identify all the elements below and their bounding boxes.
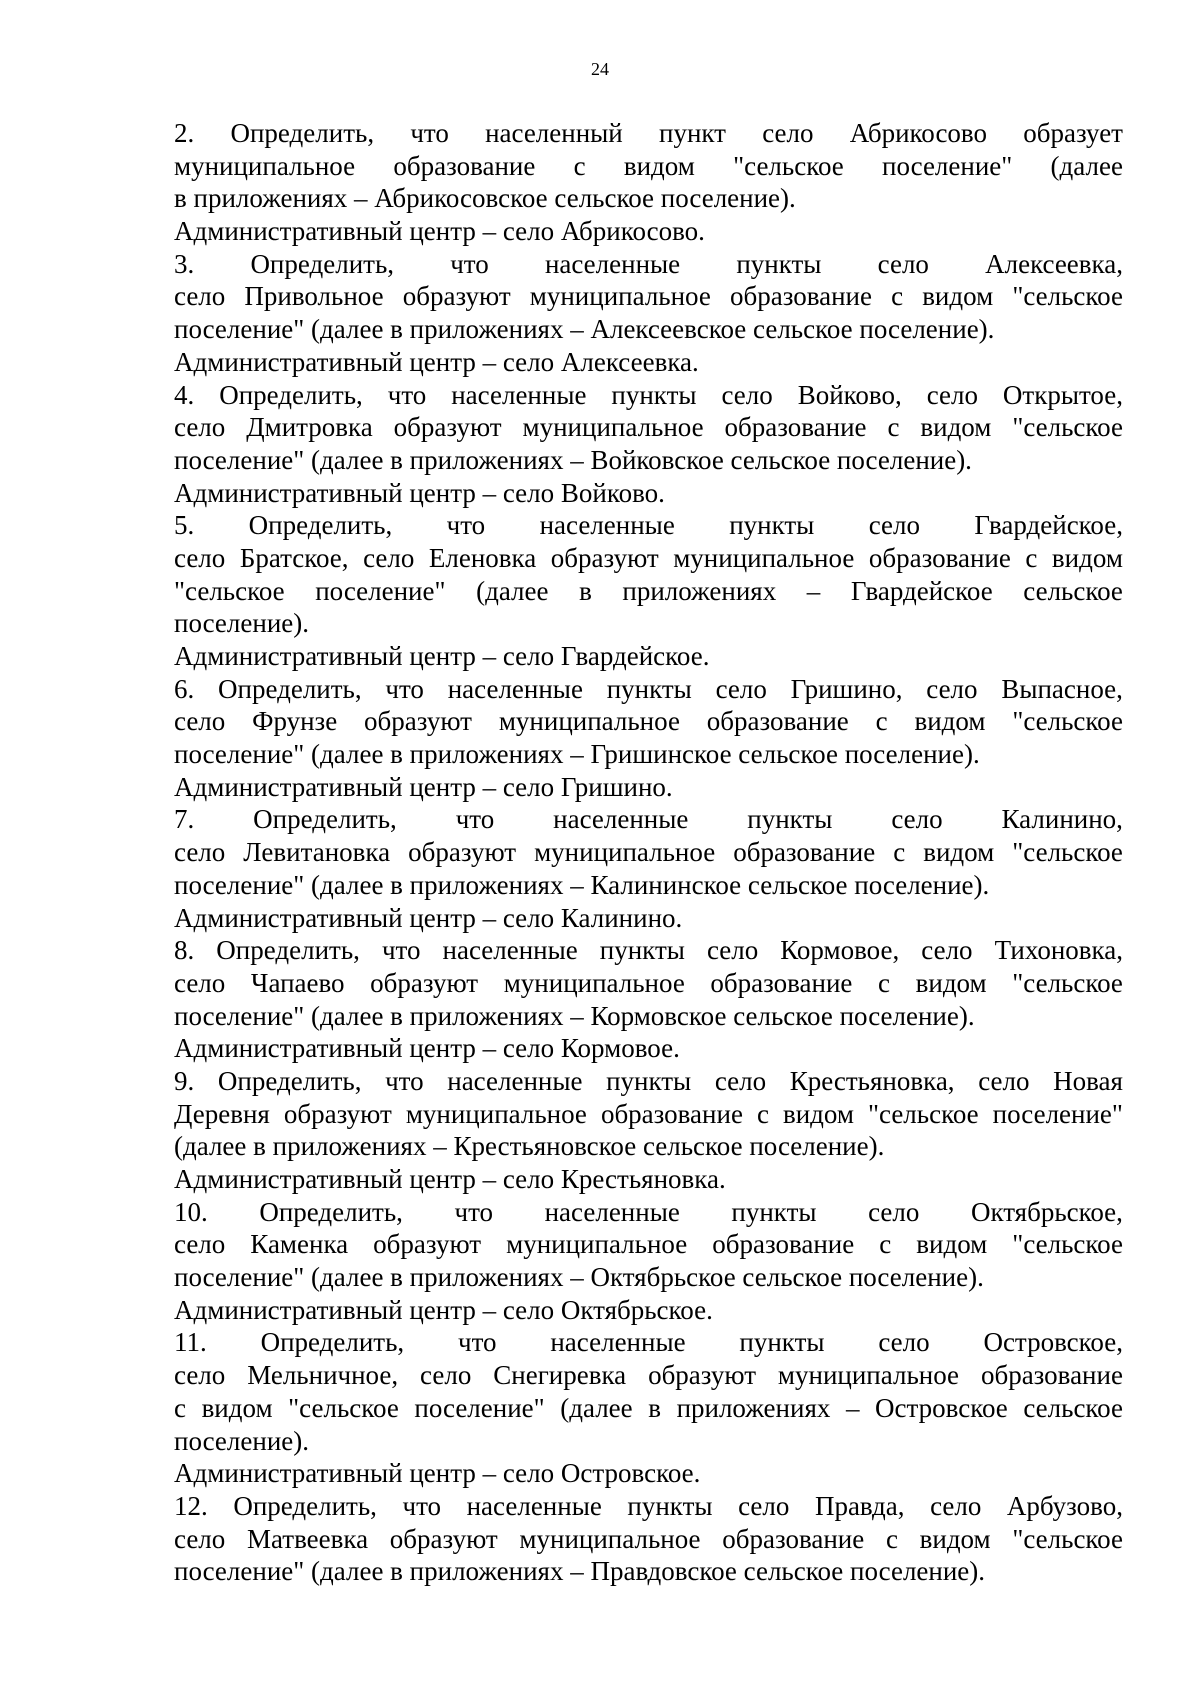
paragraph-line: 8. Определить, что населенные пункты село Кормовое, село Тихоновка, [174, 935, 1123, 966]
administrative-center-line: Административный центр – село Кормовое. [174, 1033, 680, 1064]
paragraph-line: поселение" (далее в приложениях – Алексеевское сельское поселение). [174, 314, 995, 345]
document-body [174, 117, 1123, 1588]
paragraph-line: село Мельничное, село Снегиревка образуют муниципальное образование [174, 1360, 1123, 1391]
paragraph-line: 4. Определить, что населенные пункты село Войково, село Открытое, [174, 379, 1123, 410]
administrative-center-line: Административный центр – село Калинино. [174, 902, 683, 933]
paragraph-item-9 [174, 1065, 1123, 1196]
paragraph-item-6 [174, 673, 1123, 804]
paragraph-line: 6. Определить, что населенные пункты село Гришино, село Выпасное, [174, 673, 1123, 704]
paragraph-line: 10. Определить, что населенные пункты село Октябрьское, [174, 1196, 1123, 1227]
paragraph-line: поселение). [174, 608, 309, 639]
paragraph-line: поселение" (далее в приложениях – Кормовское сельское поселение). [174, 1000, 975, 1031]
paragraph-line: (далее в приложениях – Крестьяновское сельское поселение). [174, 1131, 885, 1162]
paragraph-line: село Братское, село Еленовка образуют муниципальное образование с видом [174, 542, 1123, 573]
paragraph-line: 7. Определить, что населенные пункты село Калинино, [174, 804, 1123, 835]
paragraph-line: 11. Определить, что населенные пункты село Островское, [174, 1327, 1123, 1358]
paragraph-item-8 [174, 934, 1123, 1065]
paragraph-item-7 [174, 803, 1123, 934]
paragraph-line: поселение" (далее в приложениях – Войковское сельское поселение). [174, 444, 972, 475]
paragraph-line: село Дмитровка образуют муниципальное образование с видом "сельское [174, 412, 1123, 443]
paragraph-line: муниципальное образование с видом "сельское поселение" (далее [174, 150, 1123, 181]
paragraph-item-12 [174, 1490, 1123, 1588]
paragraph-item-5 [174, 509, 1123, 672]
paragraph-line: село Каменка образуют муниципальное образование с видом "сельское [174, 1229, 1123, 1260]
paragraph-item-10 [174, 1196, 1123, 1327]
administrative-center-line: Административный центр – село Гвардейское. [174, 641, 710, 671]
paragraph-line: поселение" (далее в приложениях – Правдовское сельское поселение). [174, 1556, 986, 1587]
paragraph-line: 2. Определить, что населенный пункт село Абрикосово образует [174, 118, 1123, 148]
administrative-center-line: Административный центр – село Абрикосово. [174, 216, 705, 247]
paragraph-line: село Фрунзе образуют муниципальное образование с видом "сельское [174, 706, 1123, 737]
page-number: 24 [591, 59, 609, 79]
paragraph-line: поселение" (далее в приложениях – Гришинское сельское поселение). [174, 739, 980, 770]
paragraph-line: село Привольное образуют муниципальное образование с видом "сельское [174, 281, 1123, 312]
paragraph-line: с видом "сельское поселение" (далее в приложениях – Островское сельское [174, 1392, 1123, 1423]
administrative-center-line: Административный центр – село Октябрьское. [174, 1294, 713, 1325]
paragraph-item-3 [174, 248, 1123, 379]
paragraph-line: 3. Определить, что населенные пункты село Алексеевка, [174, 248, 1123, 279]
administrative-center-line: Административный центр – село Гришино. [174, 771, 673, 802]
paragraph-item-2 [174, 117, 1123, 248]
paragraph-line: в приложениях – Абрикосовское сельское поселение). [174, 183, 796, 214]
administrative-center-line: Административный центр – село Крестьяновка. [174, 1164, 726, 1194]
paragraph-line: поселение). [174, 1425, 309, 1456]
paragraph-line: село Чапаево образуют муниципальное образование с видом "сельское [174, 967, 1123, 998]
paragraph-line: Деревня образуют муниципальное образование с видом "сельское поселение" [174, 1098, 1123, 1129]
administrative-center-line: Административный центр – село Островское. [174, 1458, 701, 1489]
paragraph-line: 9. Определить, что населенные пункты село Крестьяновка, село Новая [174, 1065, 1123, 1096]
administrative-center-line: Административный центр – село Войково. [174, 477, 665, 508]
paragraph-line: поселение" (далее в приложениях – Октябрьское сельское поселение). [174, 1262, 984, 1293]
paragraph-line: 5. Определить, что населенные пункты село Гвардейское, [174, 510, 1123, 541]
paragraph-line: "сельское поселение" (далее в приложениях – Гвардейское сельское [174, 575, 1123, 606]
paragraph-line: село Левитановка образуют муниципальное образование с видом "сельское [174, 837, 1123, 868]
paragraph-line: поселение" (далее в приложениях – Калининское сельское поселение). [174, 869, 990, 900]
paragraph-item-4 [174, 379, 1123, 510]
paragraph-line: 12. Определить, что населенные пункты село Правда, село Арбузово, [174, 1490, 1123, 1521]
administrative-center-line: Административный центр – село Алексеевка. [174, 346, 699, 377]
paragraph-item-11 [174, 1326, 1123, 1489]
paragraph-line: село Матвеевка образуют муниципальное образование с видом "сельское [174, 1523, 1123, 1554]
